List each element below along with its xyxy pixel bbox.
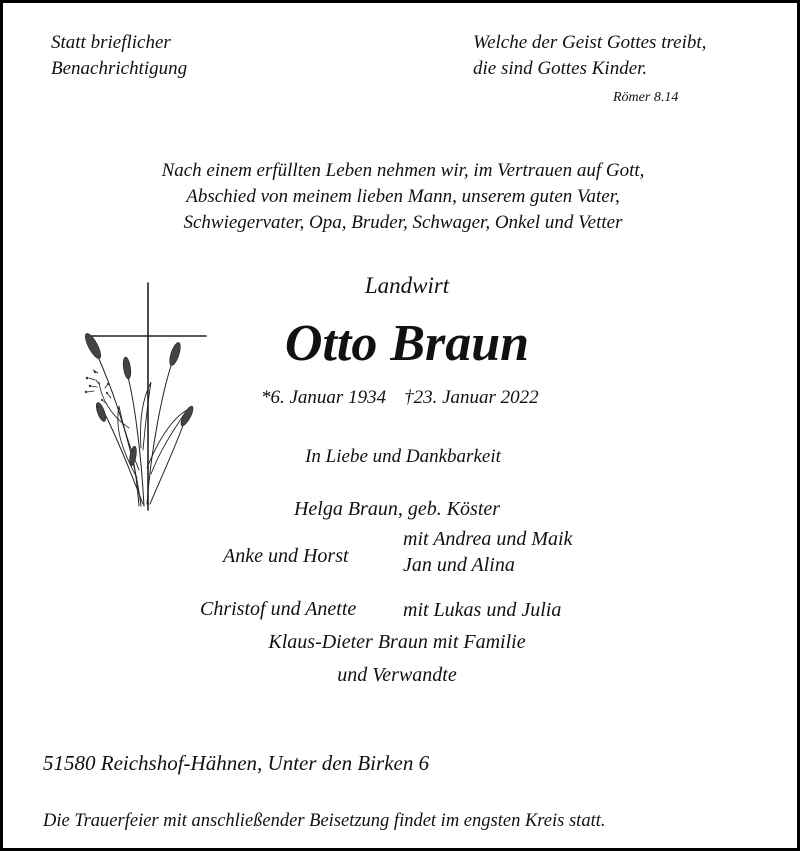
address: 51580 Reichshof-Hähnen, Unter den Birken 6 [43,751,430,775]
dedication: In Liebe und Dankbarkeit [305,446,501,467]
family-1-children-line-2: Jan und Alina [403,554,515,576]
notification-line-1: Statt brieflicher [51,32,171,53]
verse-reference: Römer 8.14 [613,90,679,105]
mourner-family-1-children [403,526,572,578]
notification-line-2: Benachrichtigung [51,58,188,79]
family-1-children-line-1: mit Andrea und Maik [403,528,573,550]
intro-line-3: Schwiegervater, Opa, Bruder, Schwager, Onkel und Vetter [183,212,623,233]
notification-note [51,30,187,82]
deceased-name: Otto Braun [284,315,530,372]
birth-date: *6. Januar 1934 [261,387,387,408]
mourner-family-2: Christof und Anette [200,598,357,620]
mourner-sibling: Klaus-Dieter Braun mit Familie [268,631,526,653]
life-dates [261,385,539,411]
service-note: Die Trauerfeier mit anschließender Beisetzung findet im engsten Kreis statt. [43,811,606,831]
intro-line-2: Abschied von meinem lieben Mann, unserem guten Vater, [186,186,620,207]
verse-line-1: Welche der Geist Gottes treibt, [473,32,707,53]
mourner-relatives: und Verwandte [337,664,457,686]
occupation: Landwirt [364,273,450,298]
death-date: †23. Januar 2022 [404,387,539,408]
bible-verse [473,30,706,82]
intro-line-1: Nach einem erfüllten Leben nehmen wir, im Vertrauen auf Gott, [161,160,645,181]
verse-line-2: die sind Gottes Kinder. [473,58,648,79]
mourner-family-2-children: mit Lukas und Julia [403,599,562,621]
intro-text [3,158,800,236]
mourner-family-1: Anke und Horst [223,545,349,567]
mourner-spouse: Helga Braun, geb. Köster [293,498,501,520]
